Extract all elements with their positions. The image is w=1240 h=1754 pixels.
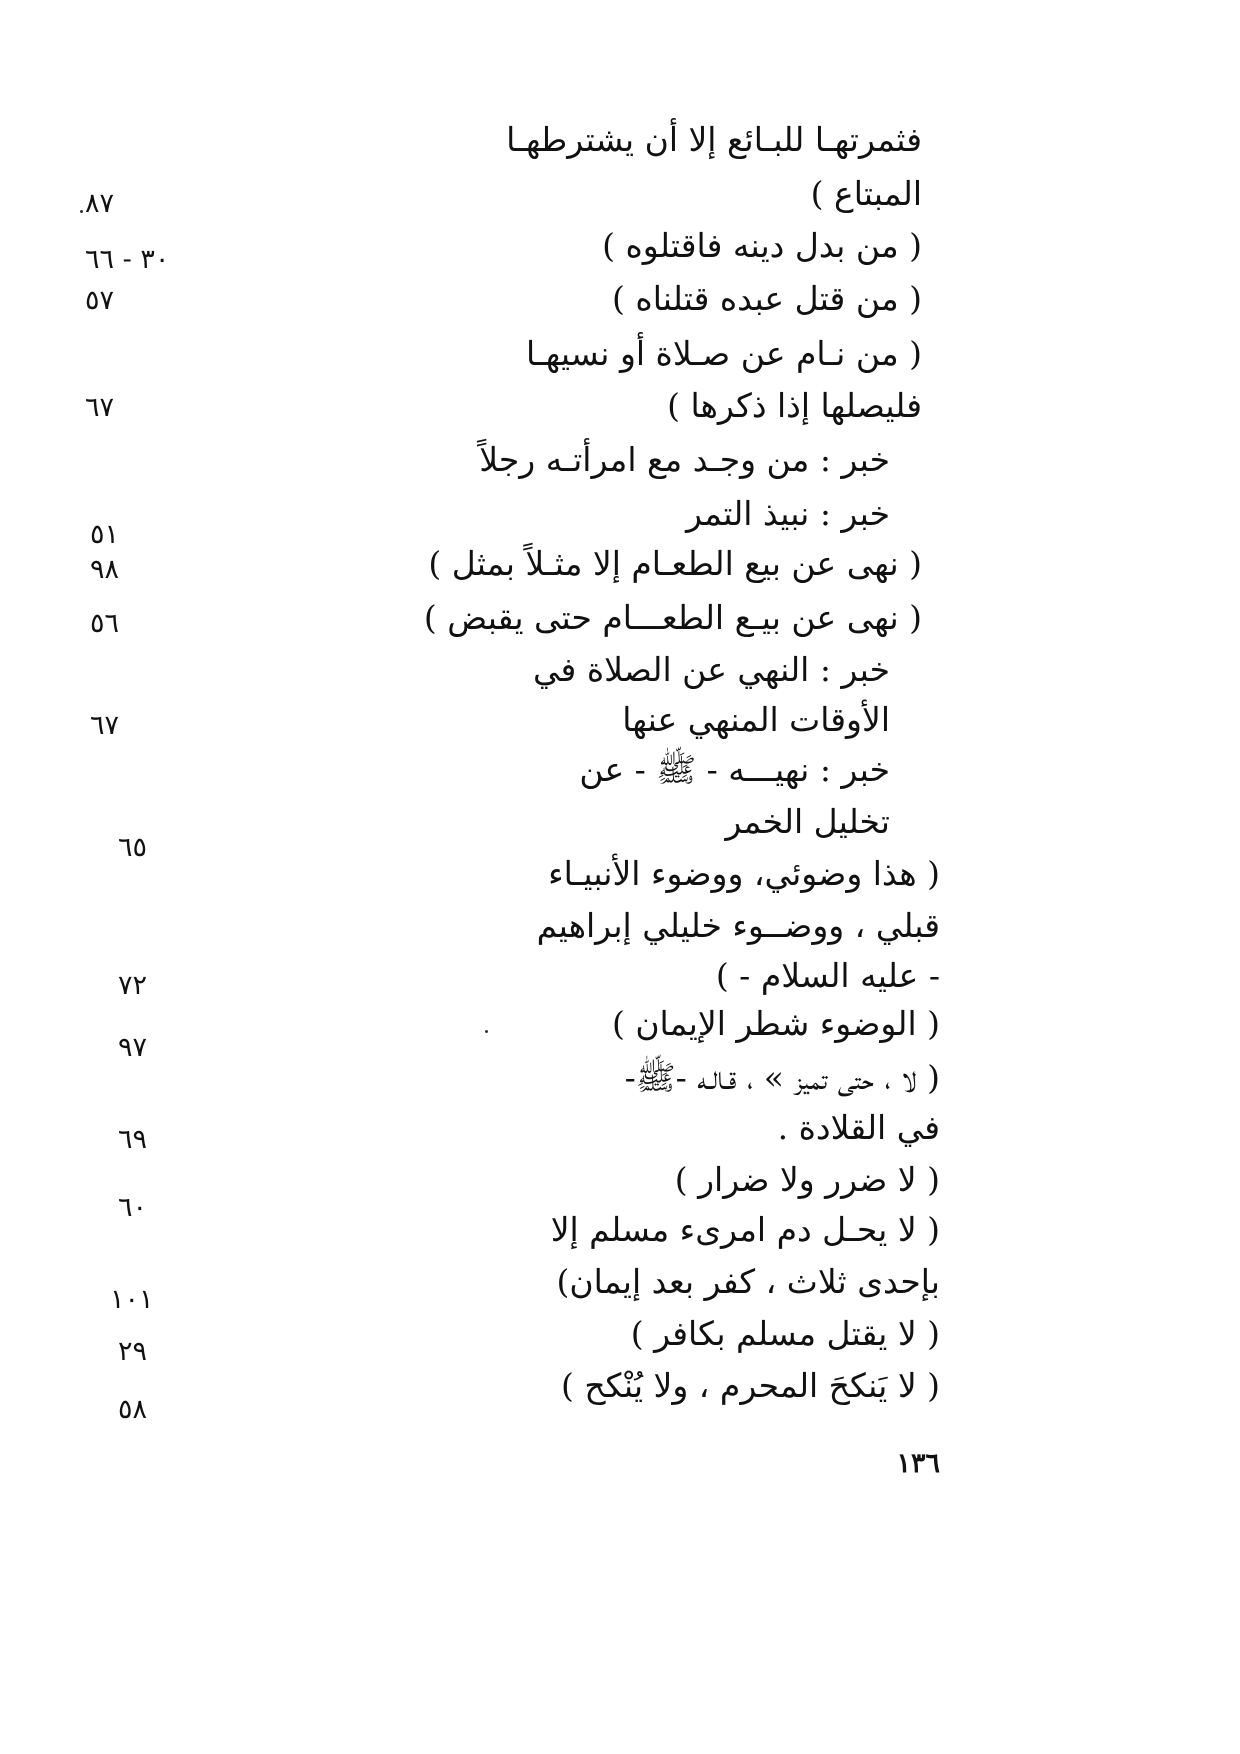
entry-line: ( نهى عن بيع الطعـام إلا مثـلاً بمثل ) — [428, 544, 922, 583]
entry-line: ( لا يقتل مسلم بكافر ) — [630, 1314, 940, 1353]
entry-page-number: ٦٥ — [118, 832, 148, 863]
scan-speck — [485, 1030, 488, 1033]
entry-line: - عليه السلام - ) — [715, 956, 940, 995]
entry-line: خبر : النهي عن الصلاة في — [533, 650, 890, 689]
entry-line: ( لا يَنكحَ المحرم ، ولا يُنْكح ) — [561, 1366, 940, 1405]
entry-line: فليصلها إذا ذكرها ) — [667, 386, 922, 425]
entry-line: ( لا يحـل دم امرىء مسلم إلا — [550, 1210, 940, 1249]
entry-page-number: ٥١ — [90, 519, 120, 550]
entry-line: تخليل الخمر — [725, 802, 890, 841]
entry-line: فثمرتهـا للبـائع إلا أن يشترطهـا — [506, 120, 922, 159]
entry-line: ( الوضوء شطر الإيمان ) — [611, 1004, 940, 1043]
entry-line: الأوقات المنهي عنها — [622, 700, 890, 739]
entry-line: قبلي ، ووضــوء خليلي إبراهيم — [536, 906, 940, 945]
entry-page-number: ٣٠ - ٦٦ — [85, 244, 170, 275]
entry-page-number: ٨٧ — [85, 188, 115, 219]
entry-line: ( من نـام عن صـلاة أو نسيهـا — [525, 334, 922, 373]
entry-line: خبر : من وجـد مع امرأتـه رجلاً — [479, 440, 890, 479]
entry-page-number: ٦٧ — [85, 392, 115, 423]
entry-line: ( هذا وضوئي، ووضوء الأنبيـاء — [548, 854, 940, 893]
entry-page-number: ٥٨ — [118, 1394, 148, 1425]
entry-page-number: ٦٩ — [118, 1124, 148, 1155]
entry-line: ( لا ضرر ولا ضرار ) — [674, 1160, 940, 1199]
entry-line: المبتاع ) — [810, 174, 922, 213]
entry-page-number: ٧٢ — [118, 970, 148, 1001]
entry-page-number: ٥٦ — [90, 608, 120, 639]
entry-page-number: ٦٠ — [118, 1192, 148, 1223]
entry-line: ( لا ، حتى تميز » ، قـالـه -ﷺ- — [624, 1058, 940, 1097]
entry-line: بإحدى ثلاث ، كفر بعد إيمان) — [556, 1262, 940, 1301]
entry-line: خبر : نهيـــه - ﷺ - عن — [579, 750, 890, 789]
entry-page-number: ٦٧ — [90, 710, 120, 741]
entry-page-number: ٩٧ — [118, 1032, 148, 1063]
entry-page-number: ٥٧ — [85, 285, 115, 316]
entry-line: ( من قتل عبده قتلناه ) — [612, 279, 922, 318]
scan-speck — [80, 210, 83, 213]
entry-page-number: ١٠١ — [110, 1284, 154, 1315]
entry-page-number: ٢٩ — [118, 1336, 148, 1367]
entry-line: خبر : نبيذ التمر — [685, 494, 890, 533]
entry-line: في القلادة . — [777, 1108, 940, 1147]
page-number: ١٣٦ — [896, 1448, 940, 1479]
entry-line: ( نهى عن بيـع الطعـــام حتى يقبض ) — [423, 598, 922, 637]
entry-line: ( من بدل دينه فاقتلوه ) — [602, 226, 922, 265]
entry-page-number: ٩٨ — [90, 554, 120, 585]
